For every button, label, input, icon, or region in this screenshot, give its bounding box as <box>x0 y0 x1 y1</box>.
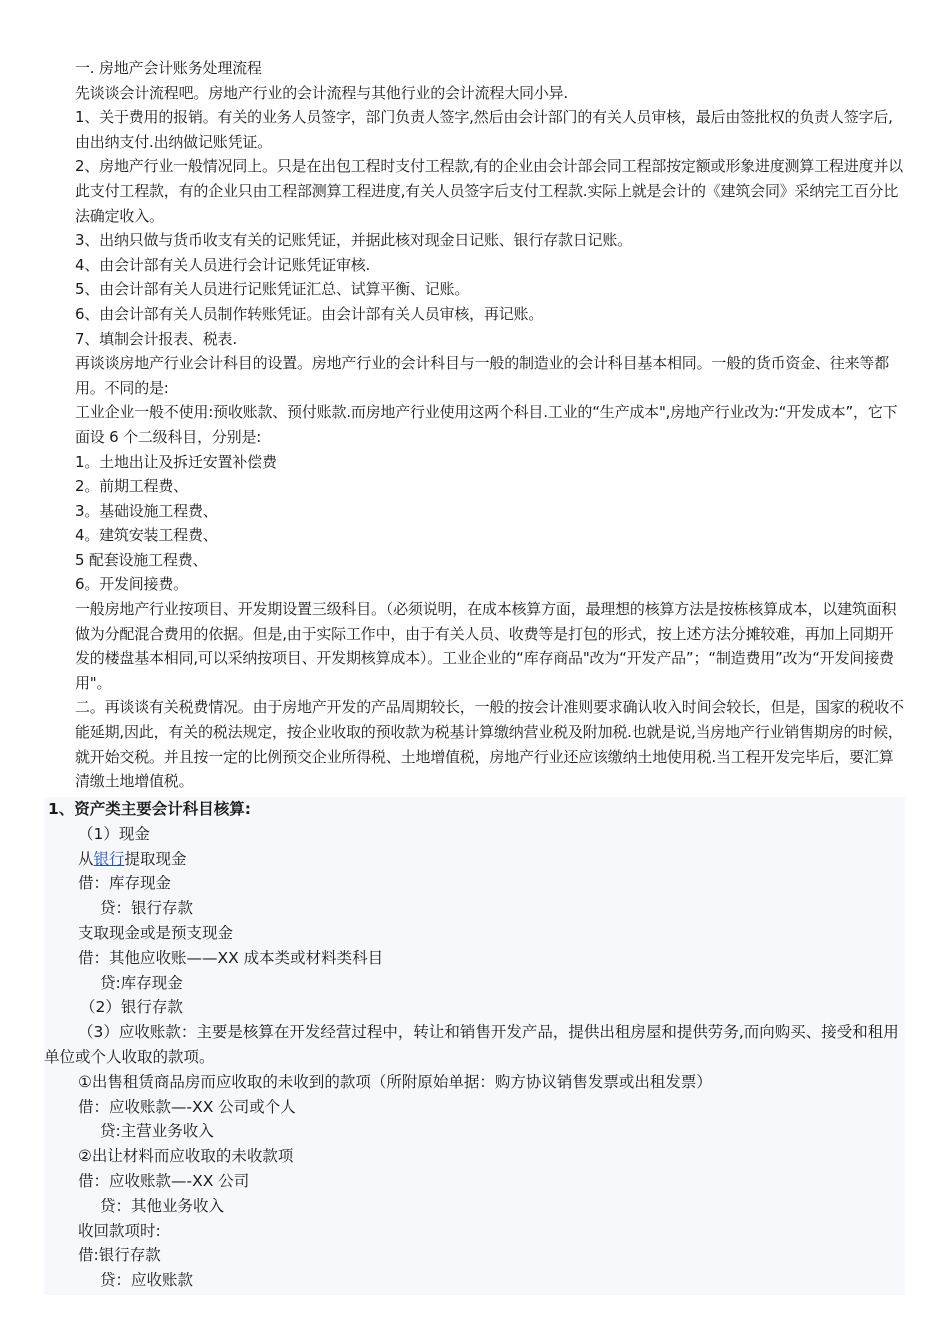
paragraph: 1、关于费用的报销。有关的业务人员签字，部门负责人签字,然后由会计部门的有关人员审核，最后由签批权的负责人签字后,由出纳支付.出纳做记账凭证。 <box>75 108 893 151</box>
paragraph: 3、出纳只做与货币收支有关的记账凭证，并据此核对现金日记账、银行存款日记账。 <box>75 231 632 250</box>
credit-line: 贷:库存现金 <box>100 973 183 992</box>
paragraph: 工业企业一般不使用:预收账款、预付账款.而房地产行业使用这两个科目.工业的“生产成本",房地产行业改为:“开发成本”，它下面设 6 个二级科目，分别是: <box>75 403 898 446</box>
entry-line: ②出让材料而应收取的未收款项 <box>78 1147 294 1166</box>
list-item: 2。前期工程费、 <box>75 477 188 496</box>
paragraph: 2、房地产行业一般情况同上。只是在出包工程时支付工程款,有的企业由会计部会同工程部按定额或形象进度测算工程进度并以此支付工程款，有的企业只由工程部测算工程进度,有关人员签字后支付工程款.实际上就是会计的《建筑会同》采纳完工百分比法确定收入。 <box>75 157 903 225</box>
paragraph: 二。再谈谈有关税费情况。由于房地产开发的产品周期较长，一般的按会计准则要求确认收入时间会较长，但是，国家的税收不能延期,因此，有关的税法规定，按企业收取的预收款为税基计算缴纳营业税及附加税.也就是说,当房地产行业销售期房的时候，就开始交税。并且按一定的比例预交企业所得税、土地增值税，房地产行业还应该缴纳土地使用税.当工程开发完毕后，要汇算清缴土地增值税。 <box>75 698 904 791</box>
section-heading: 1、资产类主要会计科目核算: <box>48 800 251 818</box>
bank-link[interactable]: 银行 <box>93 849 125 868</box>
credit-line: 贷:主营业务收入 <box>100 1122 214 1141</box>
paragraph: 5、由会计部有关人员进行记账凭证汇总、试算平衡、记账。 <box>75 280 470 299</box>
debit-line: 借：库存现金 <box>78 874 172 893</box>
credit-line: 贷：银行存款 <box>100 899 194 918</box>
subsection-title: （2）银行存款 <box>80 998 183 1017</box>
credit-line: 贷：其他业务收入 <box>100 1196 225 1215</box>
paragraph: 4、由会计部有关人员进行会计记账凭证审核. <box>75 255 371 274</box>
entry-text: 从 <box>78 849 94 868</box>
credit-line: 贷：应收账款 <box>100 1271 194 1290</box>
list-item: 5 配套设施工程费、 <box>75 550 208 569</box>
document-intro <box>75 56 907 794</box>
asset-accounts-section <box>44 797 905 1295</box>
section-title: 一. 房地产会计账务处理流程 <box>75 59 262 77</box>
list-item: 3。基础设施工程费、 <box>75 501 218 520</box>
list-item: 1。土地出让及拆迁安置补偿费 <box>75 452 277 471</box>
subsection-title: （3）应收账款：主要是核算在开发经营过程中，转让和销售开发产品，提供出租房屋和提供劳务,而向购买、接受和租用单位或个人收取的款项。 <box>44 1023 899 1066</box>
paragraph: 一般房地产行业按项目、开发期设置三级科目。（必须说明，在成本核算方面，最理想的核算方法是按栋核算成本，以建筑面积做为分配混合费用的依据。但是,由于实际工作中，由于有关人员、收费等是打包的形式，按上述方法分摊较难，再加上同期开发的楼盘基本相同,可以采纳按项目、开发期核算成本）。工业企业的“库存商品"改为“开发产品”；“制造费用”改为“开发间接费用"。 <box>75 600 897 692</box>
entry-text: 提取现金 <box>124 849 187 868</box>
subsection-title: （1）现金 <box>78 824 150 843</box>
debit-line: 借：应收账款—-XX 公司 <box>78 1171 250 1190</box>
entry-line: ①出售租赁商品房而应收取的未收到的款项（所附原始单据：购方协议销售发票或出租发票） <box>78 1072 712 1091</box>
entry-line: 收回款项时: <box>78 1221 161 1240</box>
list-item: 4。建筑安装工程费、 <box>75 526 218 545</box>
debit-line: 借：应收账款—-XX 公司或个人 <box>78 1097 296 1116</box>
debit-line: 借：其他应收账——XX 成本类或材料类科目 <box>78 948 384 967</box>
paragraph: 6、由会计部有关人员制作转账凭证。由会计部有关人员审核，再记账。 <box>75 304 544 323</box>
paragraph: 7、填制会计报表、税表. <box>75 329 237 348</box>
debit-line: 借:银行存款 <box>78 1246 161 1265</box>
paragraph: 先谈谈会计流程吧。房地产行业的会计流程与其他行业的会计流程大同小异. <box>75 83 568 102</box>
paragraph: 再谈谈房地产行业会计科目的设置。房地产行业的会计科目与一般的制造业的会计科目基本相同。一般的货币资金、往来等都用。不同的是: <box>75 354 890 397</box>
entry-line <box>44 847 905 872</box>
entry-line: 支取现金或是预支现金 <box>78 923 234 942</box>
list-item: 6。开发间接费。 <box>75 575 188 594</box>
